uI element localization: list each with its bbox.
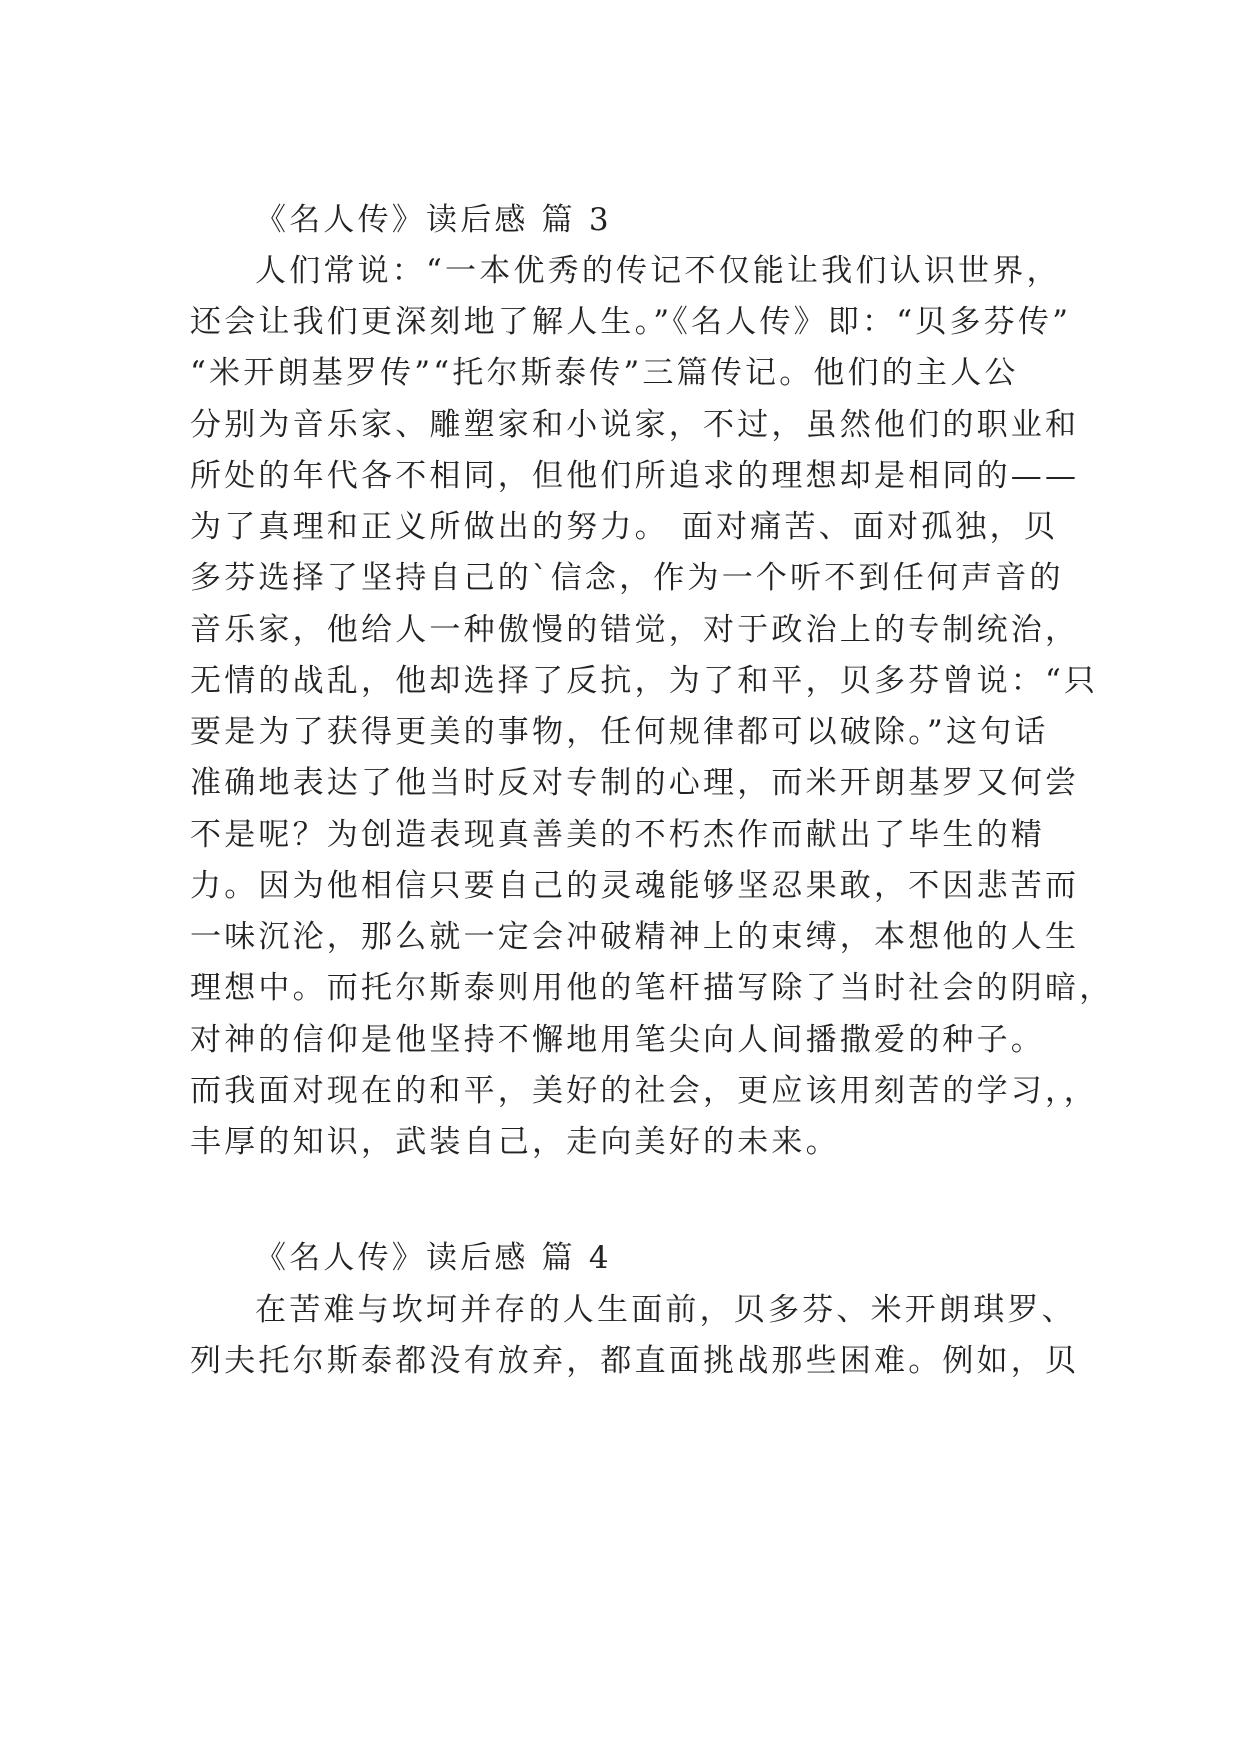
section-3-line: 不是呢？为创造表现真善美的不朽杰作而献出了毕生的精 xyxy=(190,817,1045,853)
section-3-line: 一味沉沦，那么就一定会冲破精神上的束缚，本想他的人生 xyxy=(190,919,1080,955)
section-3-line: 无情的战乱，他却选择了反抗，为了和平，贝多芬曾说：“只 xyxy=(190,663,1099,699)
section-3-line: 还会让我们更深刻地了解人生。”《名人传》即：“贝多芬传” xyxy=(190,304,1072,340)
section-3-line: 为了真理和正义所做出的努力。 面对痛苦、面对孤独，贝 xyxy=(190,509,1059,545)
section-4-heading: 《名人传》读后感 篇 4 xyxy=(255,1240,612,1276)
section-3-line: 力。因为他相信只要自己的灵魂能够坚忍果敢，不因悲苦而 xyxy=(190,868,1080,904)
section-3-line: 理想中。而托尔斯泰则用他的笔杆描写除了当时社会的阴暗， xyxy=(190,970,1114,1006)
section-3-line: 所处的年代各不相同，但他们所追求的理想却是相同的—— xyxy=(190,458,1080,494)
section-4-line: 列夫托尔斯泰都没有放弃，都直面挑战那些困难。例如，贝 xyxy=(190,1343,1080,1379)
section-3-line: 人们常说：“一本优秀的传记不仅能让我们认识世界， xyxy=(255,253,1061,289)
section-3-line: 多芬选择了坚持自己的`信念，作为一个听不到任何声音的 xyxy=(190,560,1064,596)
section-3-line: “米开朗基罗传”“托尔斯泰传”三篇传记。他们的主人公 xyxy=(190,355,1019,391)
section-3-line: 对神的信仰是他坚持不懈地用笔尖向人间播撒爱的种子。 xyxy=(190,1022,1045,1058)
section-3-line: 音乐家，他给人一种傲慢的错觉，对于政治上的专制统治， xyxy=(190,612,1080,648)
section-3-line: 准确地表达了他当时反对专制的心理，而米开朗基罗又何尝 xyxy=(190,765,1080,801)
section-3-line: 分别为音乐家、雕塑家和小说家，不过，虽然他们的职业和 xyxy=(190,407,1080,443)
section-4-line: 在苦难与坎坷并存的人生面前，贝多芬、米开朗琪罗、 xyxy=(255,1292,1076,1328)
section-3-line: 要是为了获得更美的事物，任何规律都可以破除。”这句话 xyxy=(190,714,1049,750)
section-3-line: 丰厚的知识，武装自己，走向美好的未来。 xyxy=(190,1124,840,1160)
section-3-line: 而我面对现在的和平，美好的社会，更应该用刻苦的学习，， xyxy=(190,1073,1098,1109)
section-3-heading: 《名人传》读后感 篇 3 xyxy=(255,202,612,238)
